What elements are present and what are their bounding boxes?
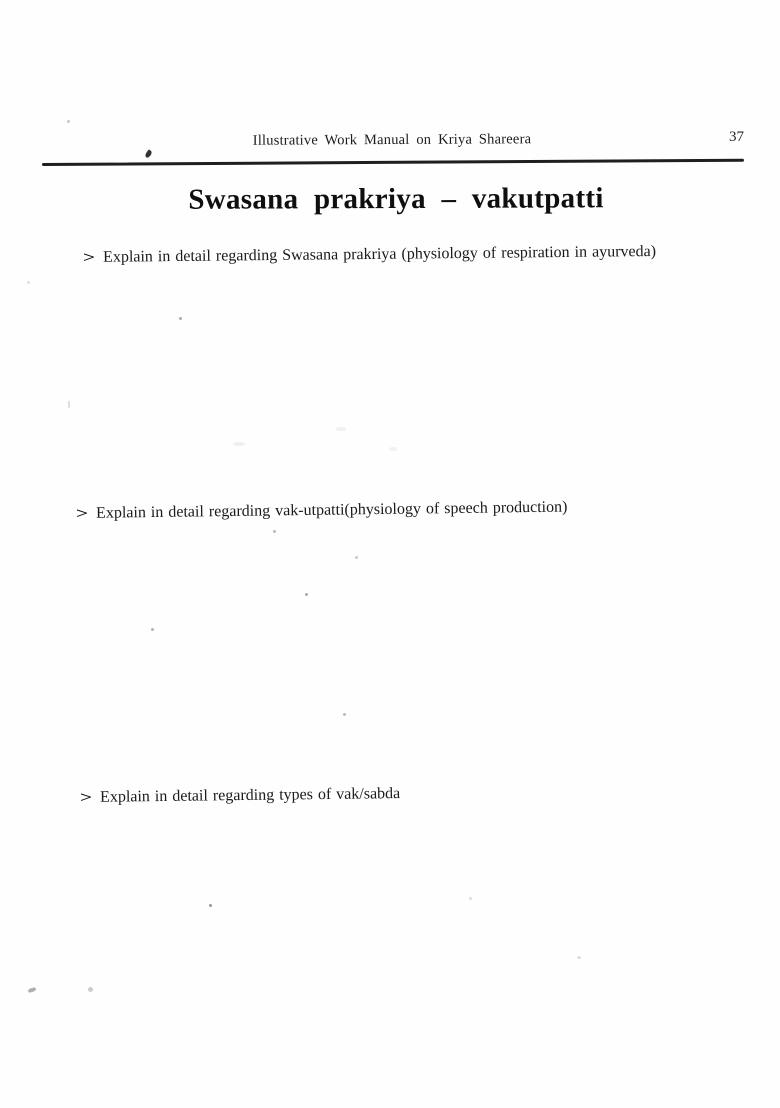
- question-item-1: [83, 243, 656, 267]
- scan-speck: [28, 987, 37, 993]
- scan-speck: [389, 447, 397, 451]
- scan-speck: [179, 317, 182, 320]
- scan-speck: [273, 530, 276, 533]
- scan-speck: [209, 904, 212, 907]
- scan-speck: [577, 956, 581, 959]
- scan-speck: [67, 120, 70, 123]
- running-header: Illustrative Work Manual on Kriya Shareera: [252, 131, 532, 149]
- question-text: Explain in detail regarding types of vak/sabda: [100, 785, 401, 806]
- section-title: Swasana prakriya – vakutpatti: [188, 182, 604, 216]
- scan-speck: [151, 628, 154, 631]
- question-item-3: [80, 785, 400, 807]
- arrow-bullet-icon: >: [79, 789, 93, 807]
- scan-speck: [233, 442, 245, 446]
- scan-speck: [68, 401, 70, 408]
- scan-speck: [88, 987, 93, 992]
- scan-speck: [336, 427, 346, 431]
- scan-speck: [305, 593, 308, 596]
- arrow-bullet-icon: >: [75, 505, 89, 523]
- scan-speck: [343, 713, 346, 716]
- header-rule: [42, 159, 744, 166]
- question-text: Explain in detail regarding vak-utpatti(physiology of speech production): [96, 498, 568, 522]
- scan-speck: [469, 897, 472, 900]
- scan-speck: [27, 281, 30, 284]
- scan-speck: [355, 556, 358, 559]
- page-number: 37: [729, 129, 744, 145]
- scan-speck: [144, 149, 153, 158]
- question-item-2: [76, 499, 568, 523]
- arrow-bullet-icon: >: [82, 249, 96, 267]
- question-text: Explain in detail regarding Swasana prakriya (physiology of respiration in ayurveda): [103, 242, 657, 266]
